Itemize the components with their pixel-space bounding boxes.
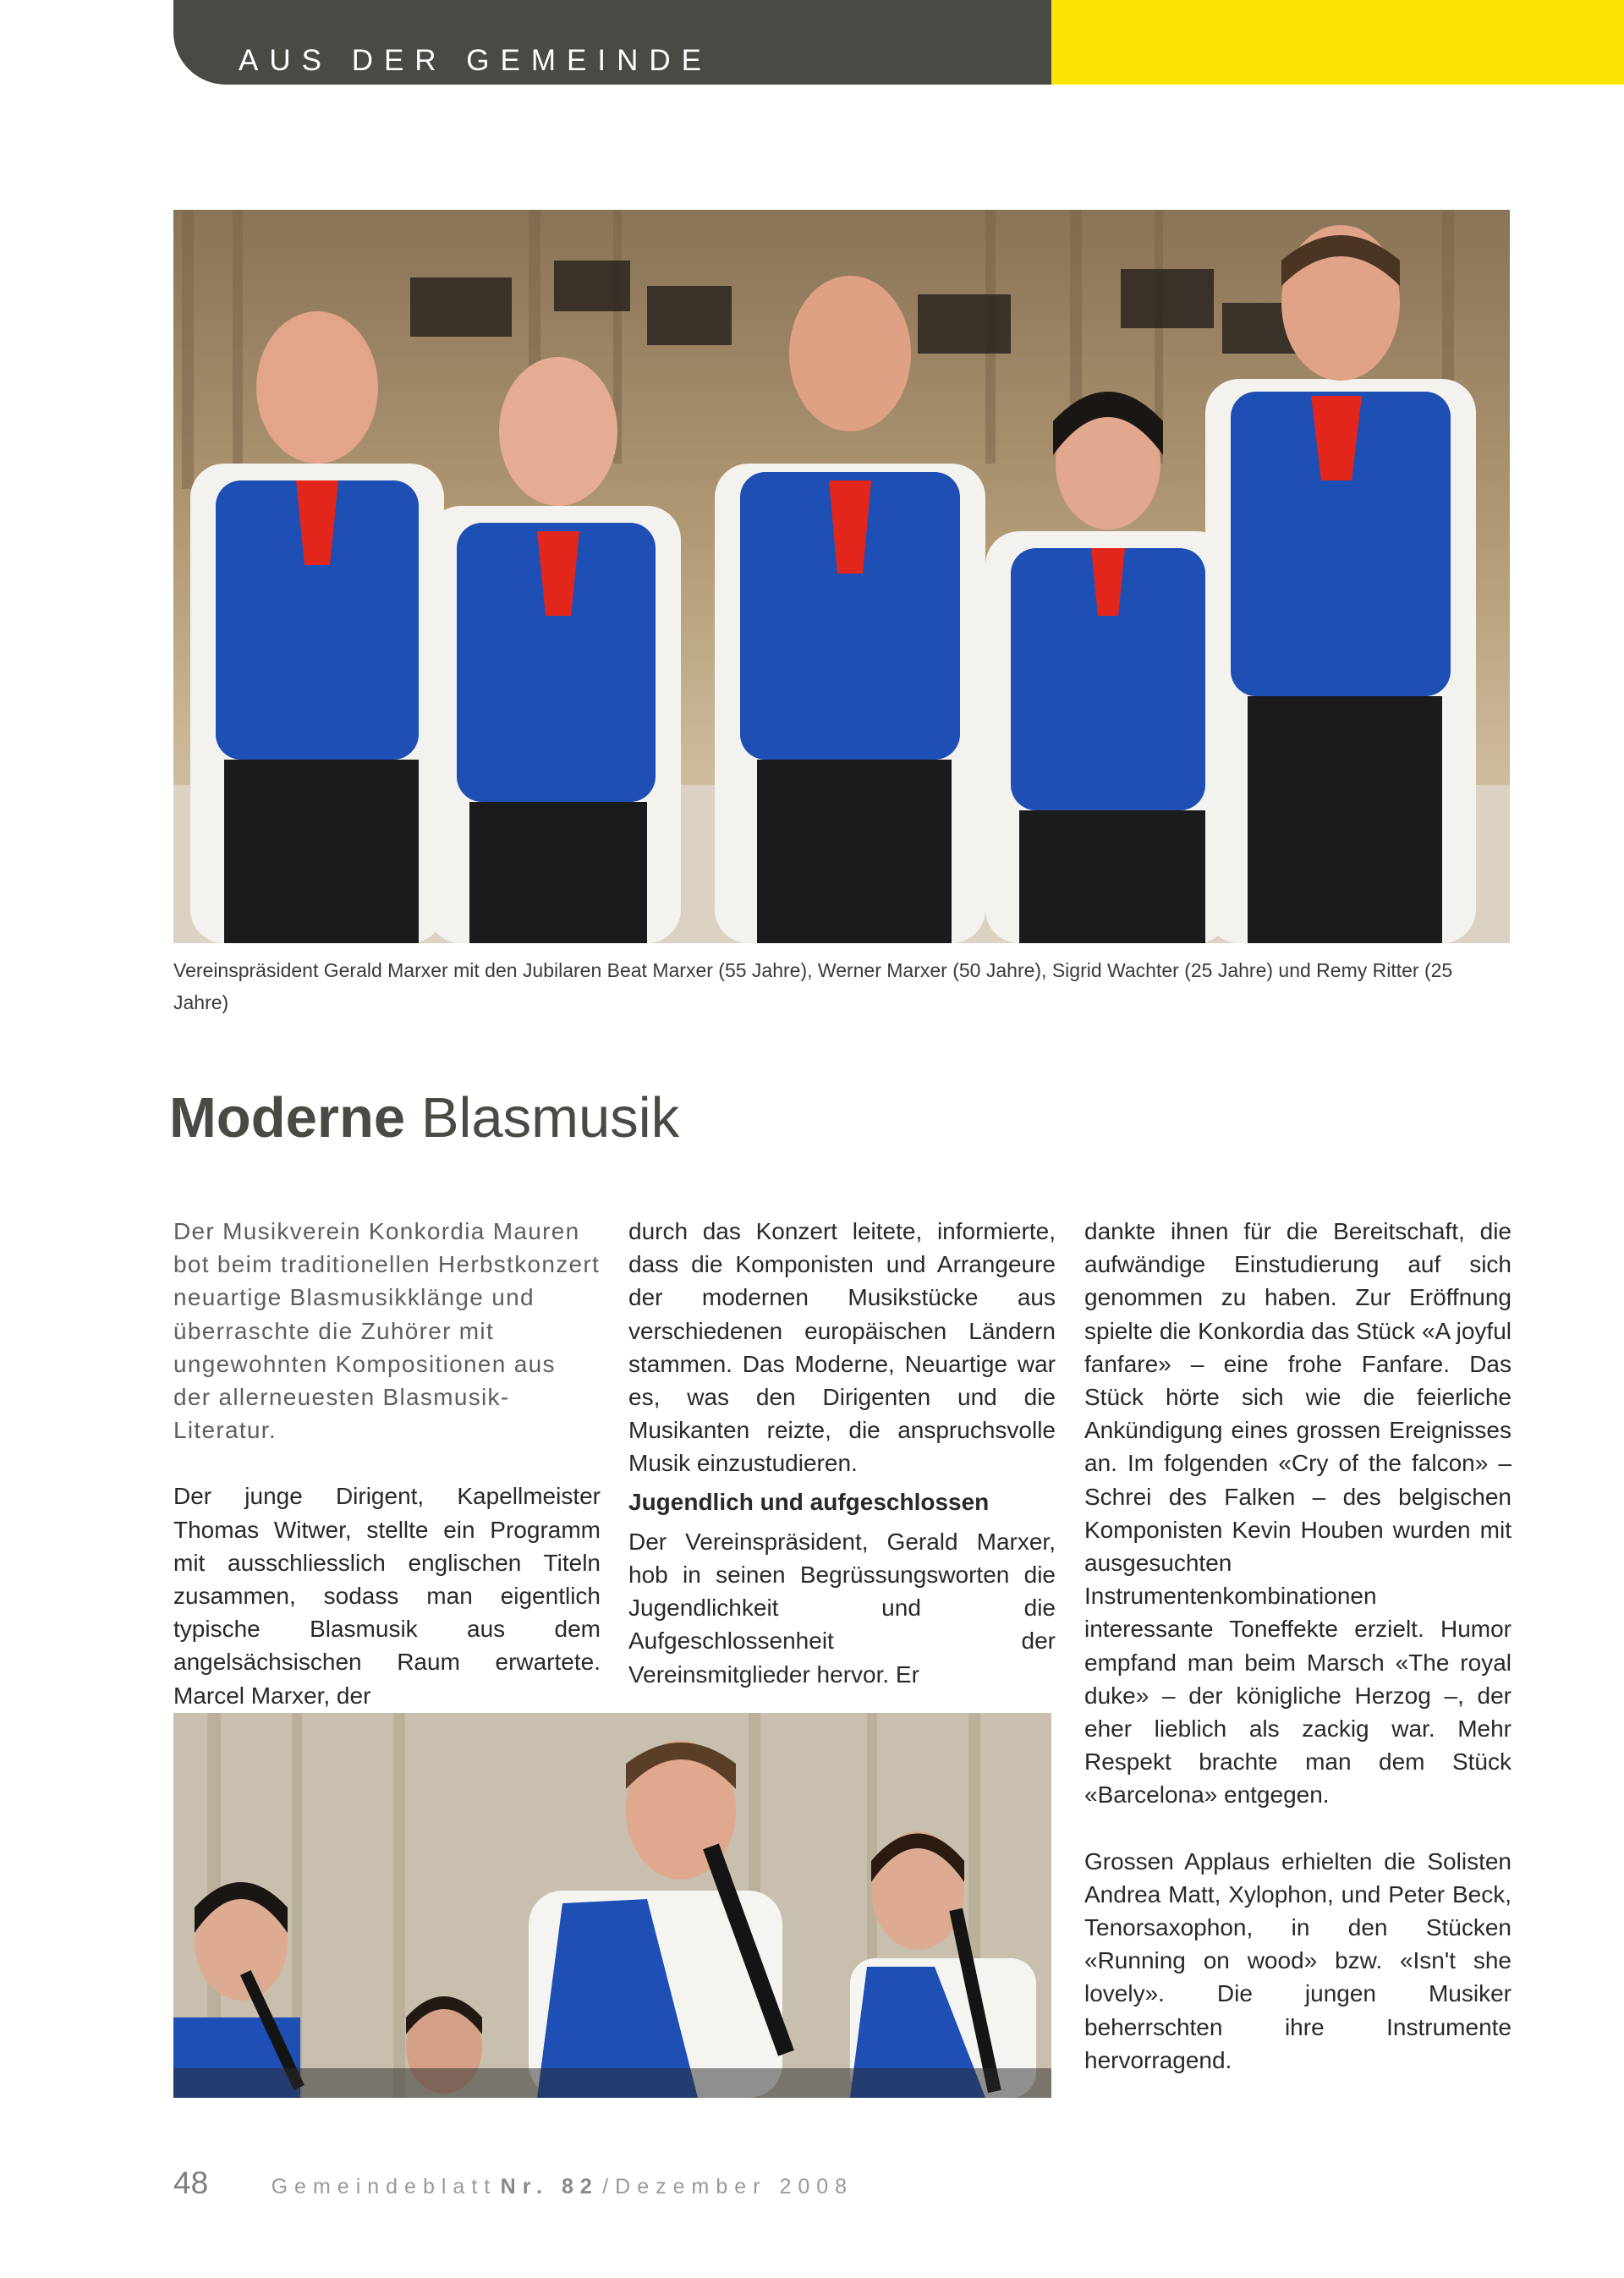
issue-label: Nr. 82 [500, 2175, 599, 2198]
paragraph: Der junge Dirigent, Kapellmeister Thomas Witwer, stellte ein Programm mit ausschliesslich englischen Titeln zusammen, sodass man eigentlich typische Blasmusik aus dem angelsächsischen Raum erwartete. Marcel Marxer, der [173, 1483, 601, 1709]
magazine-name: Gemeindeblatt [271, 2175, 497, 2198]
subheading: Jugendlich und aufgeschlossen [628, 1488, 990, 1515]
article-headline [169, 1084, 679, 1152]
article-column-3 [1084, 1215, 1512, 2077]
article-lead: Der Musikverein Konkordia Mauren bot beim traditionellen Herbstkonzert neuartige Blasmusikklänge und überraschte die Zuhörer mit ungewohnten Kompositionen aus der allerneuesten Blasmusik-Literatur. [173, 1218, 601, 1444]
group-photo [173, 210, 1510, 943]
clarinet-photo [173, 1713, 1051, 2098]
paragraph: durch das Konzert leitete, informierte, dass die Komponisten und Arrangeure der modernen Musikstücke aus verschiedenen europäischen Ländern stammen. Das Moderne, Neuartige war es, was den Dirigenten und die Musikanten reizte, die anspruchsvolle Musik einzustudieren. [628, 1218, 1056, 1477]
article-column-1 [173, 1215, 601, 1712]
section-title: AUS DER GEMEINDE [239, 44, 712, 77]
headline-bold: Moderne [169, 1086, 406, 1150]
headline-light: Blasmusik [420, 1086, 680, 1150]
page-footer [173, 2165, 853, 2201]
header-accent [1051, 0, 1624, 85]
issue-date: /Dezember 2008 [602, 2175, 854, 2198]
paragraph: dankte ihnen für die Bereitschaft, die aufwändige Einstudierung auf sich genommen zu haben. Zur Eröffnung spielte die Konkordia das Stück «A joyful fanfare» – eine frohe Fanfare. Das Stück hörte sich wie die feierliche Ankündigung eines grossen Ereignisses an. Im folgenden «Cry of the falcon» – Schrei des Falken – des belgischen Komponisten Kevin Houben wurden mit ausgesuchten Instrumentenkombinationen interessante Toneffekte erzielt. Humor empfand man beim Marsch «The royal duke» – der königliche Herzog –, der eher lieblich als zackig war. Mehr Respekt brachte man dem Stück «Barcelona» entgegen. [1084, 1218, 1512, 1809]
photo-caption: Vereinspräsident Gerald Marxer mit den Jubilaren Beat Marxer (55 Jahre), Werner Marxer (50 Jahre), Sigrid Wachter (25 Jahre) und Remy Ritter (25 Jahre) [173, 959, 1453, 1013]
article-column-2 [628, 1215, 1056, 1691]
page-number: 48 [173, 2165, 209, 2200]
paragraph: Der Vereinspräsident, Gerald Marxer, hob in seinen Begrüssungsworten die Jugendlichkeit und die Aufgeschlossenheit der Vereinsmitglieder hervor. Er [628, 1528, 1056, 1688]
paragraph: Grossen Applaus erhielten die Solisten Andrea Matt, Xylophon, und Peter Beck, Tenorsaxophon, in den Stücken «Running on wood» bzw. «Isn't she lovely». Die jungen Musiker beherrschten ihre Instrumente hervorragend. [1084, 1847, 1512, 2073]
